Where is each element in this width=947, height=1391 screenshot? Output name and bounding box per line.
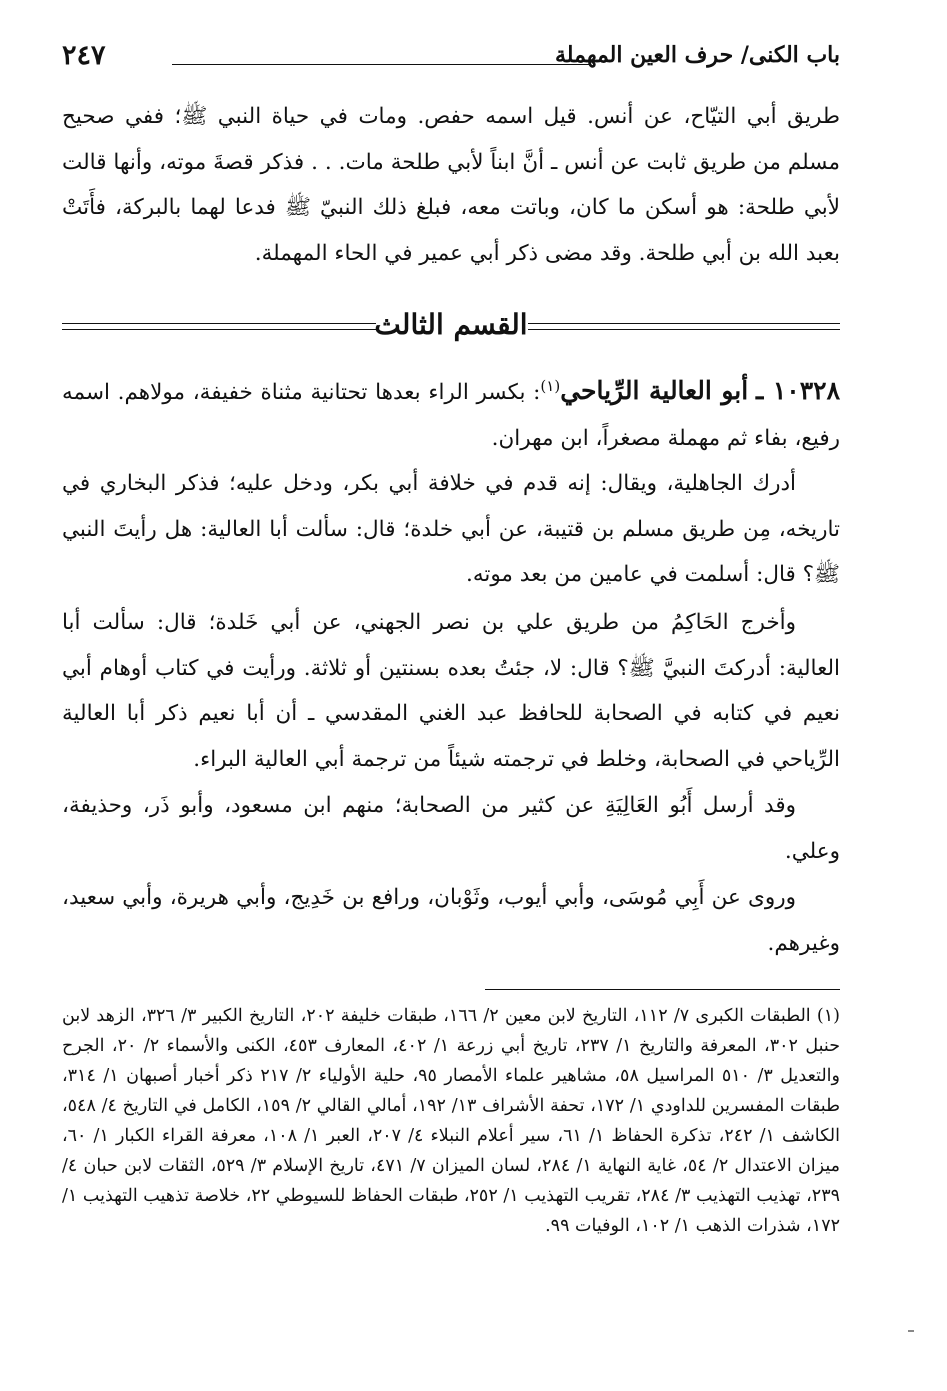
section-heading xyxy=(62,305,840,349)
intro-paragraph: طريق أبي التيّاح، عن أنس. قيل اسمه حفص. ومات في حياة النبي ﷺ؛ ففي صحيح مسلم من طريق ثابت عن أنس ـ أنَّ ابناً لأبي طلحة مات. . . فذكر قصةَ موته، وأنها قالت لأبي طلحة: هو أسكن ما كان، وباتت معه، فبلغ ذلك النبيّ ﷺ فدعا لهما بالبركة، فأَتَتْ بعبد الله بن أبي طلحة. وقد مضى ذكر أبي عمير في الحاء المهملة. xyxy=(62,104,840,266)
page-number: ٢٤٧ xyxy=(62,40,106,71)
entry-text: : بكسر الراء بعدها تحتانية مثناة خفيفة، مولاهم. اسمه رفيع، بفاء ثم مهملة مصغراً، ابن مهران. xyxy=(62,380,840,451)
footnote-rule xyxy=(485,989,840,990)
section-title: القسم الثالث xyxy=(374,308,528,341)
footnote-reference: (١) xyxy=(540,376,561,395)
running-title: باب الكنى/ حرف العين المهملة xyxy=(555,42,840,68)
entry-number: ١٠٣٢٨ ـ xyxy=(755,376,840,405)
paragraph: أدرك الجاهلية، ويقال: إنه قدم في خلافة أبي بكر، ودخل عليه؛ فذكر البخاري في تاريخه، مِن طريق مسلم بن قتيبة، عن أبي خلدة؛ قال: سألت أبا العالية: هل رأيتَ النبي ﷺ؟ قال: أسلمت في عامين من بعد موته. xyxy=(62,471,840,587)
running-header xyxy=(62,40,840,80)
margin-mark xyxy=(908,1330,914,1332)
paragraph: وأخرج الحَاكِمُ من طريق علي بن نصر الجهني، عن أبي خَلدة؛ قال: سألت أبا العالية: أدركتَ النبيَّ ﷺ؟ قال: لا، جئتُ بعده بسنتين أو ثلاثة. ورأيت في كتاب أوهام أبي نعيم في كتابه في الصحابة للحافظ عبد الغني المقدسي ـ أن أبا نعيم ذكر أبا العالية الرِّياحي في الصحابة، وخلط في ترجمته شيئاً من ترجمة أبي العالية البراء. xyxy=(62,610,840,772)
footnote-number: (١) xyxy=(816,1006,840,1026)
footnote xyxy=(62,1001,840,1241)
entry-paragraph xyxy=(62,368,840,461)
header-rule xyxy=(172,64,590,65)
paragraph: وروى عن أَبِي مُوسَى، وأبي أيوب، وثَوْبان، ورافع بن خَدِيج، وأبي هريرة، وأبي سعيد، وغيرهم. xyxy=(62,885,840,956)
entry-name: أبو العالية الرِّياحي xyxy=(560,376,749,405)
paragraph: وقد أرسل أَبُو العَالِيَةِ عن كثير من الصحابة؛ منهم ابن مسعود، وأبو ذَر، وحذيفة، وعلي. xyxy=(62,793,840,864)
section-rule-left xyxy=(62,323,376,330)
footnote-text: الطبقات الكبرى ٧/ ١١٢، التاريخ لابن معين ٢/ ١٦٦، طبقات خليفة ٢٠٢، التاريخ الكبير ٣/ ٣٢٦، الزهد لابن حنبل ٣٠٢، المعرفة والتاريخ ١/ ٢٣٧، تاريخ أبي زرعة ١/ ٤٠٢، المعارف ٤٥٣، الكنى والأسماء ٢/ ٢٠، الجرح والتعديل ٣/ ٥١٠ المراسيل ٥٨، مشاهير علماء الأمصار ٩٥، حلية الأولياء ٢/ ٢١٧ ذكر أخبار أصبهان ١/ ٣١٤، طبقات المفسرين للداودي ١/ ١٧٢، تحفة الأشراف ١٣/ ١٩٢، أمالي القالي ٢/ ١٥٩، الكامل في التاريخ ٤/ ٥٤٨، الكاشف ١/ ٢٤٢، تذكرة الحفاظ ١/ ٦١، سير أعلام النبلاء ٤/ ٢٠٧، العبر ١/ ١٠٨، معرفة القراء الكبار ١/ ٦٠، ميزان الاعتدال ٢/ ٥٤، غاية النهاية ١/ ٢٨٤، لسان الميزان ٧/ ٤٧١، تاريخ الإسلام ٣/ ٥٢٩، الثقات لابن حبان ٤/ ٢٣٩، تهذيب التهذيب ٣/ ٢٨٤، تقريب التهذيب ١/ ٢٥٢، طبقات الحفاظ للسيوطي ٢٢، خلاصة تذهيب التهذيب ١/ ١٧٢، شذرات الذهب ١/ ١٠٢، الوفيات ٩٩. xyxy=(62,1006,841,1236)
